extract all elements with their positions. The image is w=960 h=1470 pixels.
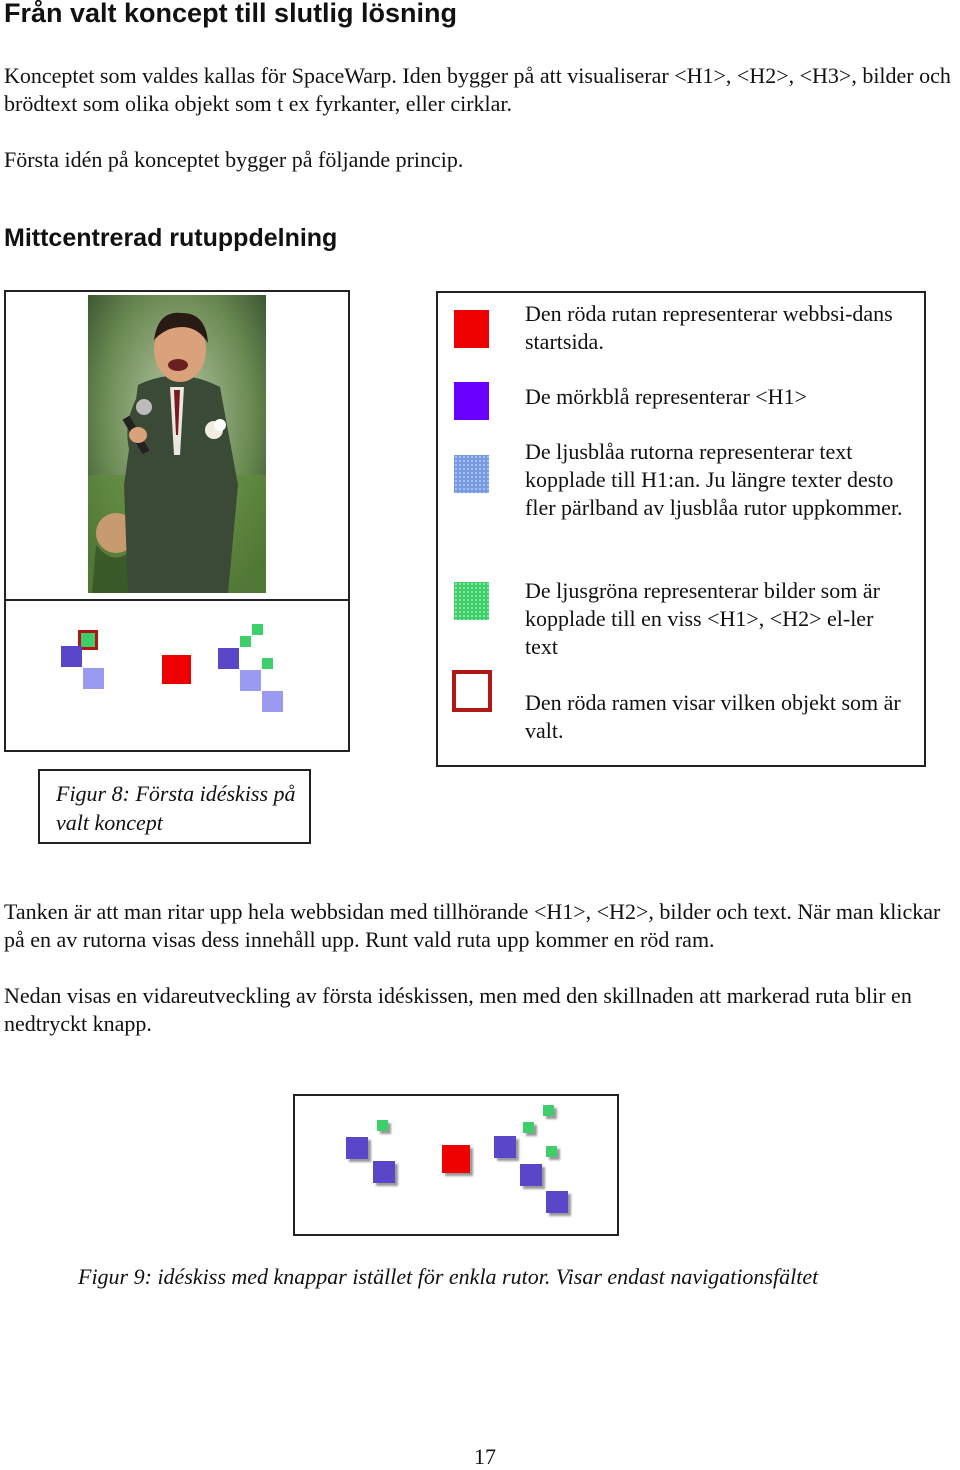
singer-photo	[88, 295, 266, 593]
legend-green-swatch	[454, 582, 489, 620]
intro-paragraph-2: Första idén på konceptet bygger på följande princip.	[4, 147, 464, 172]
nav-button-h1[interactable]	[373, 1161, 395, 1183]
legend-darkblue-swatch	[454, 382, 489, 420]
nav-button-h1[interactable]	[494, 1136, 516, 1158]
legend-frame-swatch	[452, 670, 492, 712]
nav-square-green[interactable]	[262, 658, 273, 669]
legend-lightblue-text: De ljusblåa rutorna representerar text kopplade till H1:an. Ju längre texter desto fler pärlband av ljusblåa rutor uppkommer.	[525, 439, 903, 520]
nav-square-h1[interactable]	[61, 646, 82, 667]
nav-button-green[interactable]	[377, 1120, 388, 1131]
nav-button-green[interactable]	[543, 1105, 554, 1116]
legend-frame-text: Den röda ramen visar vilken objekt som är valt.	[525, 690, 901, 743]
nav-button-h1[interactable]	[546, 1191, 568, 1213]
nav-button-green[interactable]	[523, 1122, 534, 1133]
nav-square-green[interactable]	[240, 636, 251, 647]
figure-8-caption-box	[38, 769, 311, 844]
legend-green-text: De ljusgröna representerar bilder som är kopplade till en viss <H1>, <H2> el-ler text	[525, 578, 880, 659]
intro-paragraph: Konceptet som valdes kallas för SpaceWarp. Iden bygger på att visualiserar <H1>, <H2>, <H3>, bilder och brödtext som olika objekt som t ex fyrkanter, eller cirklar.	[4, 63, 951, 116]
nav-square-h1[interactable]	[218, 648, 239, 669]
section-heading: Mittcentrerad rutuppdelning	[4, 224, 338, 252]
nav-square-green[interactable]	[81, 633, 95, 647]
singer-photo-illustration	[88, 295, 266, 593]
legend-red-text: Den röda rutan representerar webbsi-dans startsida.	[525, 301, 893, 354]
body-paragraph-2: Nedan visas en vidareutveckling av första idéskissen, men med den skillnaden att markerad ruta blir en nedtryckt knapp.	[4, 983, 912, 1036]
figure-8-caption: Figur 8: Första idéskiss på valt koncept	[56, 781, 296, 835]
nav-button-green[interactable]	[546, 1146, 557, 1157]
page-title: Från valt koncept till slutlig lösning	[4, 0, 458, 28]
nav-button-h1[interactable]	[346, 1137, 368, 1159]
figure-9-caption: Figur 9: idéskiss med knappar istället för enkla rutor. Visar endast navigationsfältet	[78, 1264, 819, 1289]
nav-square-text[interactable]	[83, 668, 104, 689]
nav-square-text[interactable]	[262, 691, 283, 712]
body-paragraph: Tanken är att man ritar upp hela webbsidan med tillhörande <H1>, <H2>, bilder och text. När man klickar på en av rutorna visas dess innehåll upp. Runt vald ruta upp kommer en röd ram.	[4, 899, 941, 952]
legend-lightblue-swatch	[454, 455, 489, 493]
legend-red-swatch	[454, 310, 489, 348]
nav-button-start[interactable]	[442, 1145, 470, 1173]
sketch-divider	[4, 599, 350, 601]
nav-button-h1[interactable]	[520, 1164, 542, 1186]
page-number: 17	[474, 1444, 496, 1469]
nav-square-green[interactable]	[252, 624, 263, 635]
nav-square-text[interactable]	[240, 670, 261, 691]
legend-darkblue-text: De mörkblå representerar <H1>	[525, 384, 807, 409]
nav-square-start[interactable]	[162, 655, 191, 684]
